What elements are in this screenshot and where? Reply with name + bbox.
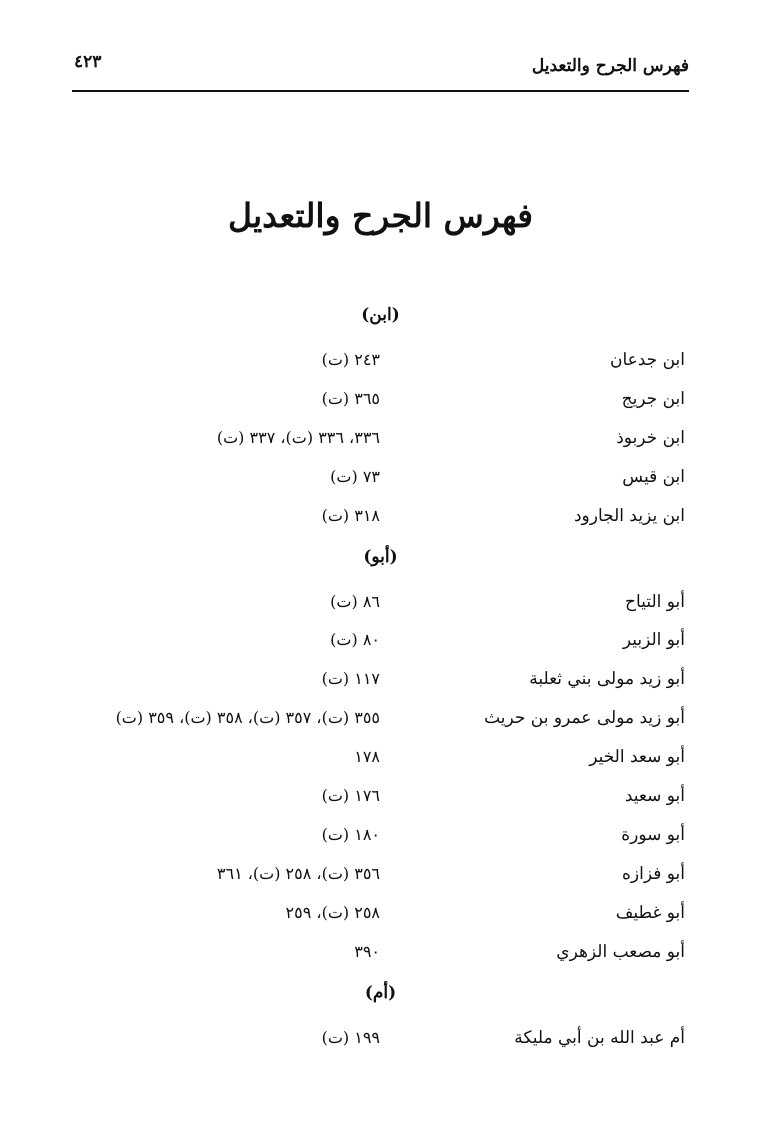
entry-refs: ١٨٠ (ت) (321, 825, 380, 844)
entry-name: أم عبد الله بن أبي مليكة (514, 1028, 685, 1048)
section-heading-abu (0, 547, 761, 567)
index-entry (0, 669, 761, 699)
section-heading-label: (أبو) (363, 547, 398, 567)
entry-name: أبو زيد مولى بني ثعلبة (529, 669, 685, 689)
entry-name: ابن يزيد الجارود (573, 506, 685, 526)
index-entry (0, 903, 761, 933)
index-entry (0, 747, 761, 777)
entry-refs: ٣٣٦، ٣٣٦ (ت)، ٣٣٧ (ت) (216, 428, 380, 447)
index-entry (0, 506, 761, 536)
entry-name: أبو سورة (621, 825, 685, 845)
index-entry (0, 630, 761, 660)
entry-name: أبو التياح (625, 592, 685, 612)
entry-name: أبو فزازه (622, 864, 685, 884)
index-entry (0, 825, 761, 855)
entry-name: أبو زيد مولى عمرو بن حريث (484, 708, 685, 728)
section-heading-label: (ابن) (361, 305, 400, 325)
entry-name: ابن جدعان (609, 350, 685, 370)
entry-name: أبو غطيف (615, 903, 685, 923)
index-entry (0, 592, 761, 622)
entry-name: ابن قيس (622, 467, 685, 487)
entry-refs: ١٧٦ (ت) (321, 786, 380, 805)
entry-refs: ١٩٩ (ت) (321, 1028, 380, 1047)
entry-name: أبو الزبير (622, 630, 685, 650)
section-heading-umm (0, 983, 761, 1003)
entry-refs: ٢٥٨ (ت)، ٢٥٩ (285, 903, 380, 922)
running-header-title: فهرس الجرح والتعديل (531, 56, 689, 76)
page-number: ٤٢٣ (74, 52, 102, 72)
entry-name: أبو سعيد (624, 786, 685, 806)
entry-refs: ١١٧ (ت) (321, 669, 380, 688)
index-entry (0, 389, 761, 419)
entry-name: ابن جريج (621, 389, 685, 409)
entry-refs: ٣٥٦ (ت)، ٢٥٨ (ت)، ٣٦١ (216, 864, 380, 883)
page-title: فهرس الجرح والتعديل (227, 196, 534, 235)
entry-refs: ١٧٨ (354, 747, 380, 766)
section-heading-ibn (0, 305, 761, 325)
entry-refs: ٣٩٠ (354, 942, 380, 961)
index-entry (0, 708, 761, 738)
index-entry (0, 428, 761, 458)
entry-name: ابن خربوذ (616, 428, 685, 448)
entry-refs: ٢٤٣ (ت) (321, 350, 380, 369)
section-heading-label: (أم) (364, 983, 397, 1003)
entry-refs: ٣١٨ (ت) (321, 506, 380, 525)
index-entry (0, 864, 761, 894)
running-header (72, 50, 689, 92)
entry-refs: ٨٠ (ت) (330, 630, 380, 649)
entry-refs: ٨٦ (ت) (330, 592, 380, 611)
index-entry (0, 942, 761, 972)
index-entry (0, 467, 761, 497)
entry-refs: ٣٦٥ (ت) (321, 389, 380, 408)
index-entry (0, 350, 761, 380)
entry-refs: ٧٣ (ت) (330, 467, 380, 486)
index-entry (0, 786, 761, 816)
index-entry (0, 1028, 761, 1058)
entry-refs: ٣٥٥ (ت)، ٣٥٧ (ت)، ٣٥٨ (ت)، ٣٥٩ (ت) (115, 708, 380, 727)
entry-name: أبو سعد الخير (589, 747, 685, 767)
entry-name: أبو مصعب الزهري (556, 942, 685, 962)
